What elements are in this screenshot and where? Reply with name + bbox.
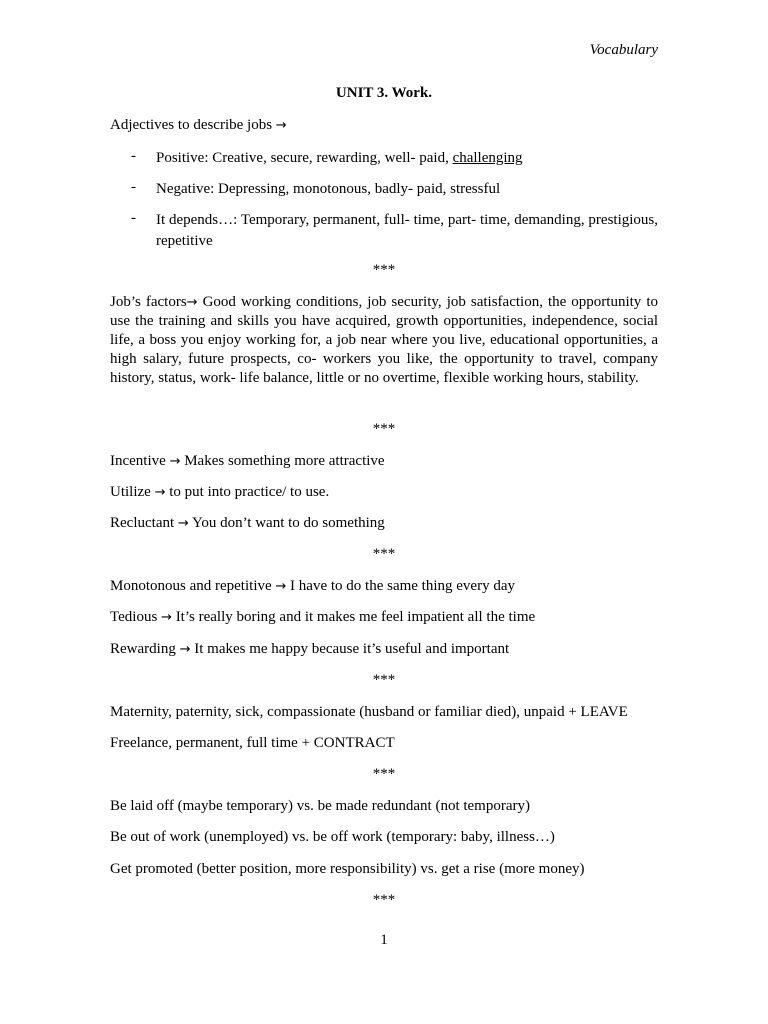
contract-types: Freelance, permanent, full time + CONTRACT bbox=[110, 735, 395, 751]
arrow-icon: → bbox=[186, 295, 198, 310]
separator: *** bbox=[372, 546, 396, 562]
job-factors-term: Job’s factors bbox=[110, 294, 187, 310]
definition-tedious: Tedious → It’s really boring and it makes me feel impatient all the time bbox=[110, 609, 536, 625]
arrow-icon: → bbox=[179, 642, 191, 657]
bullet-dash: - bbox=[131, 148, 136, 164]
bullet-dash: - bbox=[131, 179, 136, 195]
underlined-word: challenging bbox=[452, 150, 523, 166]
definition-monotonous: Monotonous and repetitive → I have to do the same thing every day bbox=[110, 578, 515, 594]
bullet-positive: - Positive: Creative, secure, rewarding, well- paid, challenging bbox=[131, 148, 523, 166]
job-factors-paragraph: Job’s factors→ Good working conditions, job security, job satisfaction, the opportunity to use the training and skills you have acquired, growth opportunities, independence, social life, a boss you enjoy working for, a job near where you live, educational opportunities, a high salary, future prospects, co- workers you like, the opportunity to travel, company history, status, work- life balance, little or no overtime, flexible working hours, stability. bbox=[110, 294, 658, 386]
definition-rewarding: Rewarding → It makes me happy because it’s useful and important bbox=[110, 641, 510, 657]
bullet-negative: - Negative: Depressing, monotonous, badly- paid, stressful bbox=[131, 179, 501, 197]
document-page bbox=[110, 0, 658, 1024]
bullet-dash: - bbox=[131, 210, 136, 226]
page-header: Vocabulary bbox=[589, 42, 658, 58]
separator: *** bbox=[372, 892, 396, 908]
definition-recluctant: Recluctant → You don’t want to do something bbox=[110, 515, 385, 531]
comparison-laid-off: Be laid off (maybe temporary) vs. be made redundant (not temporary) bbox=[110, 798, 530, 814]
separator: *** bbox=[372, 766, 396, 782]
adjectives-intro: Adjectives to describe jobs → bbox=[110, 117, 287, 133]
arrow-icon: → bbox=[161, 610, 172, 625]
separator: *** bbox=[372, 421, 396, 437]
definition-utilize: Utilize → to put into practice/ to use. bbox=[110, 484, 330, 500]
separator: *** bbox=[372, 672, 396, 688]
page-number: 1 bbox=[380, 932, 388, 948]
arrow-icon: → bbox=[169, 454, 181, 469]
arrow-icon: → bbox=[275, 579, 287, 594]
leave-types: Maternity, paternity, sick, compassionate (husband or familiar died), unpaid + LEAVE bbox=[110, 704, 628, 720]
unit-title: UNIT 3. Work. bbox=[335, 85, 433, 101]
arrow-icon: → bbox=[154, 485, 166, 500]
definition-incentive: Incentive → Makes something more attractive bbox=[110, 453, 385, 469]
comparison-out-of-work: Be out of work (unemployed) vs. be off work (temporary: baby, illness…) bbox=[110, 829, 555, 845]
bullet-depends: - It depends…: Temporary, permanent, full- time, part- time, demanding, prestigious, repetitive bbox=[131, 210, 658, 249]
comparison-promoted: Get promoted (better position, more responsibility) vs. get a rise (more money) bbox=[110, 861, 585, 877]
arrow-icon: → bbox=[275, 118, 287, 133]
separator: *** bbox=[372, 262, 396, 278]
arrow-icon: → bbox=[177, 516, 189, 531]
